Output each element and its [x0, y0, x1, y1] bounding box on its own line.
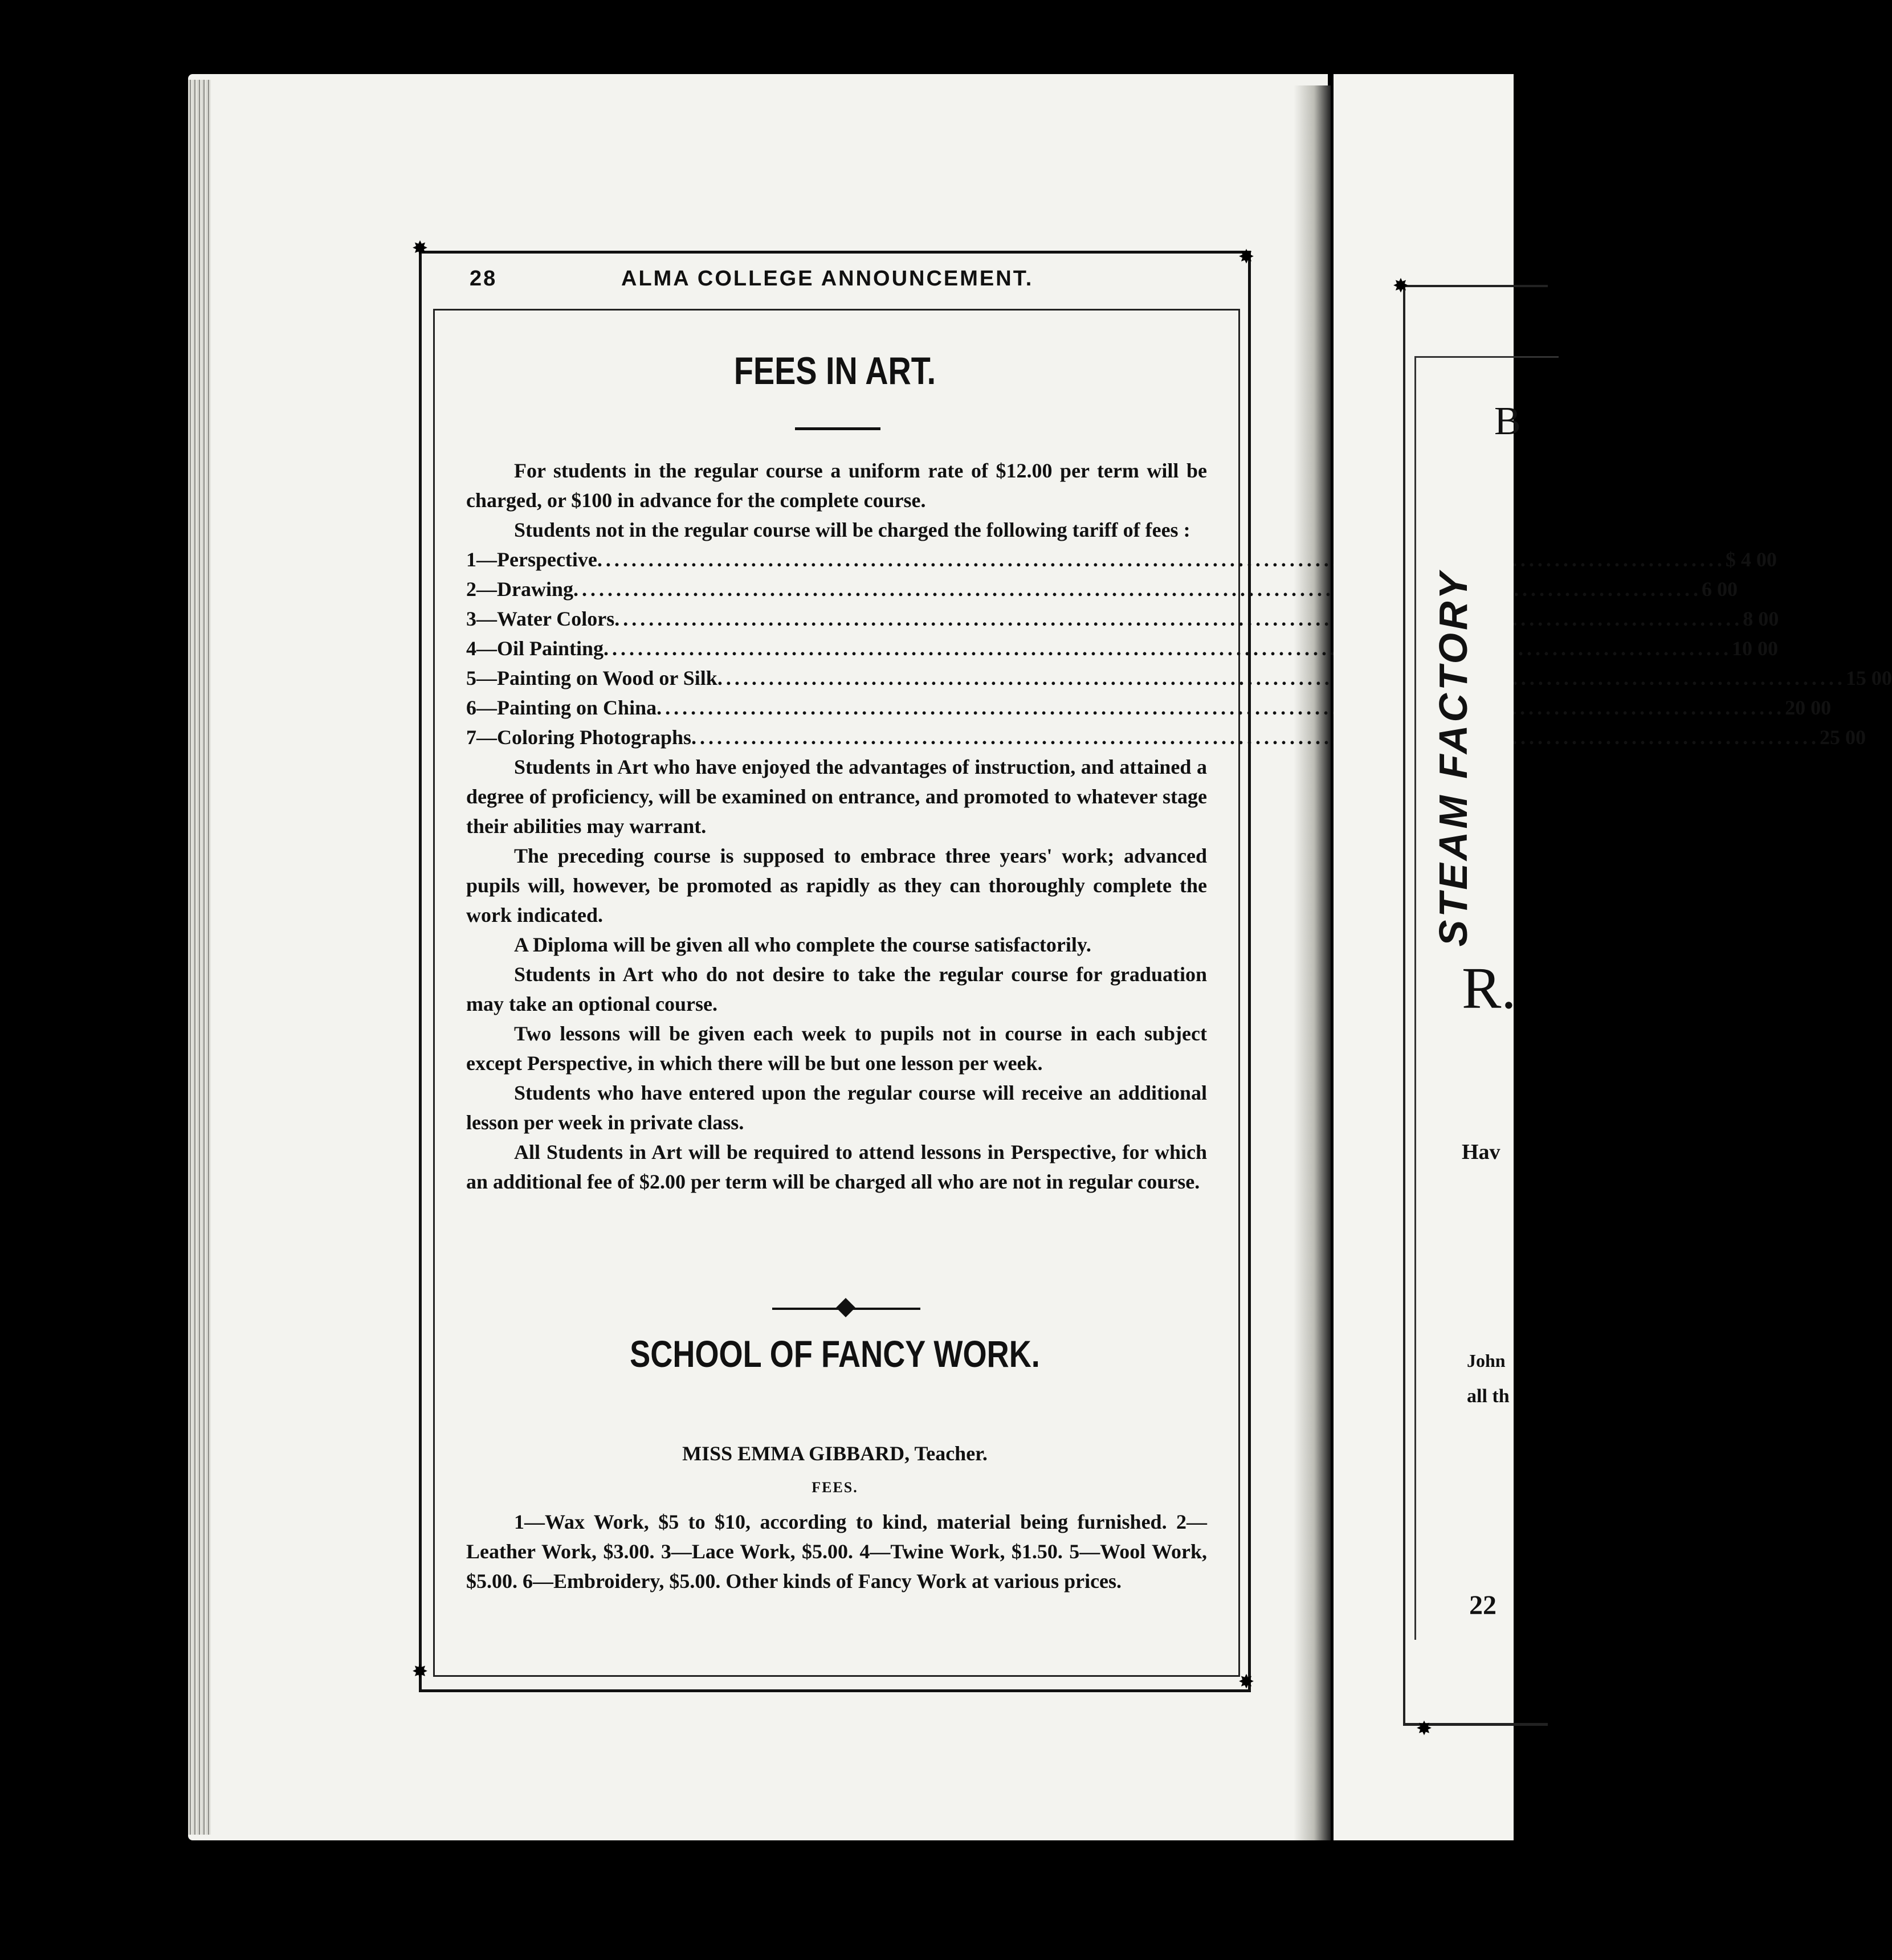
body-paragraph: Students in Art who have enjoyed the advantages of instruction, and attained a degree of proficiency, will be examined on entrance, and promoted to whatever stage their abilities may warrant. [466, 756, 1207, 838]
body-paragraph: All Students in Art will be required to attend lessons in Perspective, for which an additional fee of $2.00 per term will be charged all who are not in regular course. [466, 1141, 1207, 1193]
body-paragraph: Two lessons will be given each week to pupils not in course in each subject except Perspective, in which there will be but one lesson per week. [466, 1022, 1207, 1075]
gutter-shadow [1294, 85, 1331, 1840]
right-text-fragment: John [1467, 1350, 1506, 1371]
fee-label: 5—Painting on Wood or Silk [466, 667, 717, 689]
body-paragraph: Students who have entered upon the regular course will receive an additional lesson per week in private class. [466, 1081, 1207, 1134]
right-text-fragment: all th [1467, 1386, 1510, 1407]
body-paragraph: Students in Art who do not desire to take the regular course for graduation may take an optional course. [466, 963, 1207, 1015]
fee-item [466, 545, 1777, 574]
fee-amount: $ 4 00 [1725, 548, 1777, 571]
corner-ornament-icon: ✸ [1416, 1718, 1433, 1740]
corner-ornament-icon: ✸ [1392, 276, 1409, 297]
fee-item [466, 722, 1866, 752]
corner-ornament-icon: ✸ [1238, 1672, 1255, 1693]
fee-item [466, 604, 1779, 634]
header-title: ALMA COLLEGE ANNOUNCEMENT. [621, 267, 1034, 291]
page-edges [188, 80, 211, 1835]
fancy-work-fees [466, 1507, 1207, 1596]
fees-subheading: FEES. [812, 1479, 858, 1496]
leader-dots [614, 604, 1743, 634]
right-heading-letter: B [1494, 399, 1521, 443]
fancy-work-title: SCHOOL OF FANCY WORK. [630, 1333, 1040, 1375]
fee-list [466, 545, 1892, 752]
teacher-line: MISS EMMA GIBBARD, Teacher. [682, 1442, 988, 1465]
fee-label: 3—Water Colors [466, 607, 615, 630]
leader-dots [691, 722, 1820, 752]
fee-item [466, 634, 1779, 663]
right-page-number: 22 [1469, 1590, 1497, 1620]
fee-amount: 10 00 [1732, 637, 1779, 660]
corner-ornament-icon: ✸ [411, 238, 429, 259]
fee-item [466, 574, 1738, 604]
fee-item [466, 663, 1892, 693]
page-number: 28 [470, 267, 498, 291]
fee-amount: 8 00 [1743, 607, 1779, 630]
title-rule [795, 427, 880, 430]
leader-dots [657, 693, 1785, 722]
fancy-work-fees-text: 1—Wax Work, $5 to $10, according to kind, material being furnished. 2—Leather Work, $3.00. 3—Lace Work, $5.00. 4—Twine Work, $1.50. 5—Wool Work, $5.00. 6—Embroidery, $5.00. Other kinds of Fancy Work at various prices. [466, 1510, 1207, 1592]
fees-in-art-title: FEES IN ART. [733, 349, 936, 393]
fee-label: 2—Drawing [466, 578, 573, 601]
right-text-fragment: Hav [1462, 1140, 1500, 1164]
fee-amount: 20 00 [1785, 696, 1832, 719]
corner-ornament-icon: ✸ [1238, 247, 1255, 268]
fee-amount: 25 00 [1820, 726, 1866, 749]
body-paragraph: A Diploma will be given all who complete the course satisfactorily. [514, 933, 1091, 956]
running-header [463, 267, 1232, 301]
corner-ornament-icon: ✸ [411, 1661, 429, 1683]
intro-paragraph: For students in the regular course a uniform rate of $12.00 per term will be charged, or $100 in advance for the complete course. [466, 459, 1207, 512]
intro-paragraph: Students not in the regular course will be charged the following tariff of fees : [514, 518, 1190, 541]
leader-dots [717, 663, 1846, 693]
fee-label: 4—Oil Painting [466, 637, 604, 660]
fee-label: 1—Perspective [466, 548, 597, 571]
fee-amount: 6 00 [1702, 578, 1738, 601]
right-heading-letter: R. [1462, 956, 1516, 1021]
steam-factory-text: STEAM FACTORY [1431, 570, 1475, 947]
fee-item [466, 693, 1832, 722]
leader-dots [604, 634, 1732, 663]
fee-label: 7—Coloring Photographs [466, 726, 692, 749]
fee-label: 6—Painting on China [466, 696, 657, 719]
body-paragraph: The preceding course is supposed to embrace three years' work; advanced pupils will, however, be promoted as rapidly as they can thoroughly complete the work indicated. [466, 844, 1207, 926]
fee-amount: 15 00 [1845, 667, 1892, 689]
